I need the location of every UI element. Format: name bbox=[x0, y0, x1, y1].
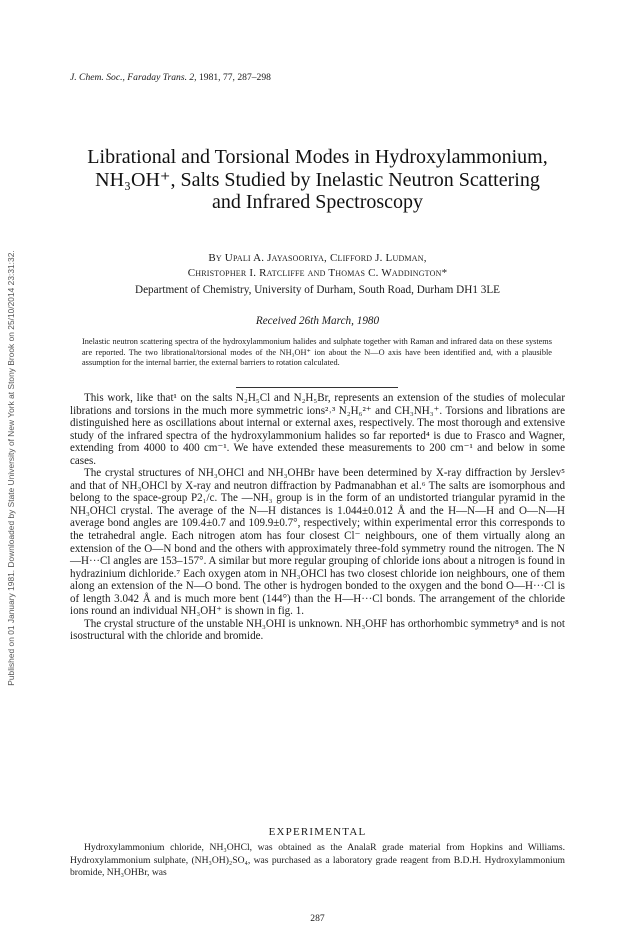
body-paragraph-1: This work, like that¹ on the salts N₂H₅Cl and N₂H₅Br, represents an extension of the studies of molecular librations and torsions in the much more symmetric ions²˒³ N₂H₆²⁺ and CH₃NH₃⁺. Torsions and librations are distinguished here as oscillations about internal or external axes, respectively. The most thorough and extensive study of the infrared spectra of the hydroxylammonium halides so far reported⁴ is due to Frasco and Wagner, extending from 4000 to 400 cm⁻¹. We have extended these measurements to 200 cm⁻¹ and below in some cases. bbox=[70, 392, 565, 467]
authors-line-1: By Upali A. Jayasooriya, Clifford J. Ludman, bbox=[208, 252, 427, 264]
abstract: Inelastic neutron scattering spectra of the hydroxylammonium halides and sulphate together with Raman and infrared data on these systems are reported. The two librational/torsional modes of the NH₃OH⁺ ion about the N—O axis have been identified and, with a plausible assumption for the internal barrier, the external barriers to rotation calculated. bbox=[82, 337, 552, 368]
journal-year-volume-pages: 1981, 77, 287–298 bbox=[196, 72, 271, 83]
download-notice-sidebar bbox=[0, 0, 22, 936]
introduction-body bbox=[70, 392, 565, 643]
received-date: Received 26th March, 1980 bbox=[255, 315, 380, 327]
authors-line-2: Christopher I. Ratcliffe and Thomas C. Waddington* bbox=[187, 267, 448, 279]
section-heading-experimental: EXPERIMENTAL bbox=[268, 826, 367, 838]
title-line-1: Librational and Torsional Modes in Hydroxylammonium, bbox=[87, 146, 548, 168]
experimental-paragraph: Hydroxylammonium chloride, NH₃OHCl, was obtained as the AnalaR grade material from Hopkins and Williams. Hydroxylammonium sulphate, (NH₃OH)₂SO₄, was purchased as a laboratory grade reagent from B.D.H. Hydroxylammonium bromide, NH₃OHBr, was bbox=[70, 842, 565, 878]
journal-name: J. Chem. Soc., Faraday Trans. 2, bbox=[70, 72, 197, 83]
paper-title bbox=[70, 146, 565, 214]
body-paragraph-3: The crystal structure of the unstable NH₃OHI is unknown. NH₃OHF has orthorhombic symmetry⁸ and is not isostructural with the chloride and bromide. bbox=[70, 617, 565, 643]
affiliation: Department of Chemistry, University of Durham, South Road, Durham DH1 3LE bbox=[135, 284, 500, 296]
journal-citation bbox=[70, 72, 271, 83]
abstract-divider bbox=[236, 387, 398, 388]
experimental-body bbox=[70, 842, 565, 880]
author-list bbox=[70, 251, 565, 281]
title-line-3: and Infrared Spectroscopy bbox=[211, 191, 424, 213]
download-notice-text: Published on 01 January 1981. Downloaded by State University of New York at Stony Brook on 25/10/2014 23:31:32. bbox=[6, 250, 16, 686]
page-number: 287 bbox=[310, 913, 325, 924]
body-paragraph-2: The crystal structures of NH₃OHCl and NH₃OHBr have been determined by X-ray diffraction by Jerslev⁵ and that of NH₃OHCl by X-ray and neutron diffraction by Padmanabhan et al.⁶ The salts are isomorphous and belong to the space-group P2₁/c. The —NH₃ group is in the form of an undistorted triangular pyramid in the NH₃OHCl crystal. The average of the N—H distances is 1.044±0.012 Å and the H—N—H and O—N—H average bond angles are 109.4±0.7 and 109.9±0.7°, respectively; within experimental error this corresponds to the tetrahedral angle. Each nitrogen atom has four closest Cl⁻ neighbours, one of them virtually along an extension of the O—N bond and the others with approximately three-fold symmetry round the nitrogen. The N—H···Cl angles are 153–157°. A similar but more regular grouping of chloride ions about a nitrogen is found in hydrazinium dichloride.⁷ Each oxygen atom in NH₃OHCl has two closest chloride ion neighbours, one of them along an extension of the N—O bond. The other is hydrogen bonded to the oxygen and the bond O—H···Cl is of length 3.042 Å and is much more bent (144°) than the H—H···Cl bonds. The arrangement of the chloride ions round an individual NH₃OH⁺ is shown in fig. 1. bbox=[70, 467, 565, 618]
title-line-2: NH₃OH⁺, Salts Studied by Inelastic Neutron Scattering bbox=[95, 168, 540, 191]
